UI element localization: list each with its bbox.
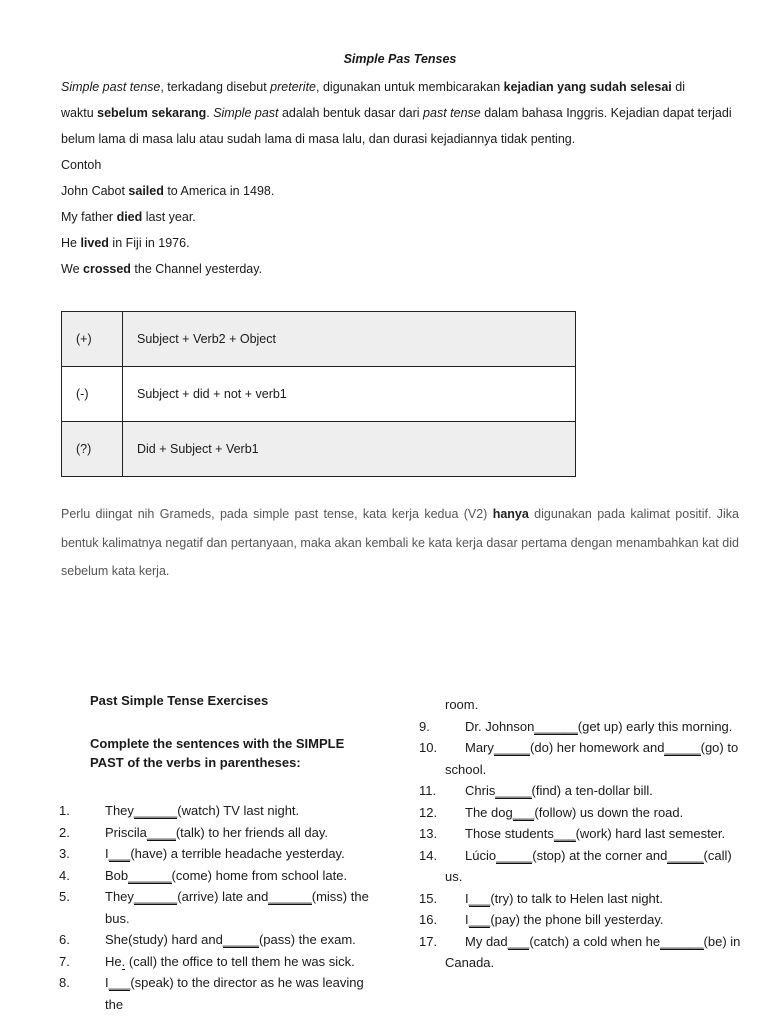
item-text <box>443 780 745 802</box>
item-text-part: (work) hard last semester. <box>575 826 726 841</box>
note-text: Perlu diingat nih Grameds, pada simple past tense, kata kerja kedua (V2) <box>61 507 493 521</box>
item-text <box>83 972 385 1015</box>
item-text-part: (stop) at the corner and <box>532 847 668 863</box>
list-item <box>400 780 745 802</box>
answer-blank: _____ <box>496 847 533 863</box>
item-number <box>400 888 443 910</box>
intro-line-1 <box>61 74 739 100</box>
item-number <box>40 951 83 973</box>
item-number <box>400 716 443 738</box>
item-continuation: room. <box>445 697 479 712</box>
table-row <box>62 367 576 422</box>
item-text <box>83 865 385 887</box>
item-text <box>443 845 745 867</box>
term-simple-past: Simple past <box>213 106 279 120</box>
item-text-part: (come) home from school late. <box>171 867 348 883</box>
answer-blank: ___ <box>108 975 131 990</box>
formula-text: Subject + did + not + verb1 <box>123 367 576 422</box>
item-text-part: (go) to <box>700 740 739 755</box>
note-bold: hanya <box>492 507 529 521</box>
example-sentence: He lived in Fiji in 1976. <box>61 236 190 250</box>
item-text-part: He <box>105 953 122 969</box>
item-number-text: 13. <box>419 826 438 841</box>
item-text-part: (pay) the phone bill yesterday. <box>490 912 664 927</box>
item-text-part: Bob <box>105 867 129 883</box>
exercise-list-left <box>40 800 385 1015</box>
item-text-part: (speak) to the director as he was leaving the <box>105 975 364 1012</box>
item-number-text: 12. <box>419 804 438 820</box>
item-number <box>400 909 443 931</box>
intro-section <box>61 74 739 282</box>
list-item <box>400 802 745 824</box>
item-text <box>443 716 745 738</box>
item-number <box>40 886 83 929</box>
list-item <box>40 865 385 887</box>
item-number <box>400 737 443 759</box>
answer-blank: ___ <box>468 890 491 906</box>
item-number-text: 2. <box>59 824 70 840</box>
formula-text: Did + Subject + Verb1 <box>123 422 576 477</box>
term-simple-past-tense: Simple past tense <box>61 80 161 94</box>
answer-blank: . <box>121 953 126 969</box>
item-text-part: (be) in <box>703 933 741 949</box>
item-number <box>400 845 443 867</box>
item-number-text: 4. <box>59 867 70 883</box>
exercise-list-right <box>400 694 745 974</box>
item-number <box>400 780 443 802</box>
answer-blank: ______ <box>268 889 312 904</box>
item-text-part: My dad <box>465 933 508 949</box>
term-past-tense: past tense <box>423 106 481 120</box>
answer-blank: _____ <box>495 783 532 798</box>
item-text-part: Mary <box>465 740 494 755</box>
answer-blank: ____ <box>146 824 176 840</box>
page-title: Simple Pas Tenses <box>343 52 457 66</box>
item-number <box>40 972 83 1015</box>
list-item <box>40 800 385 822</box>
item-text-part: (try) to talk to Helen last night. <box>490 890 664 906</box>
item-text <box>83 929 385 951</box>
item-text <box>83 886 385 929</box>
intro-text: , digunakan untuk membicarakan <box>316 80 504 94</box>
list-item <box>40 886 385 929</box>
list-item <box>400 845 745 867</box>
item-text-part: She(study) hard and <box>105 932 223 947</box>
item-number <box>400 931 443 953</box>
item-number-text: 15. <box>419 890 438 906</box>
answer-blank: ___ <box>553 826 576 841</box>
item-text-part: Lúcio <box>465 847 497 863</box>
list-item <box>400 909 745 931</box>
item-text-part: They <box>105 803 134 818</box>
answer-blank: ______ <box>660 933 704 949</box>
answer-blank: ______ <box>128 867 172 883</box>
item-number <box>400 802 443 824</box>
item-text <box>83 843 385 865</box>
item-text-part: (pass) the exam. <box>258 932 356 947</box>
intro-line-2 <box>61 100 739 126</box>
intro-line-3: belum lama di masa lalu atau sudah lama di masa lalu, dan durasi kejadiannya tidak penting. <box>61 132 576 146</box>
item-number-text: 6. <box>59 932 70 947</box>
item-text-part: Those students <box>465 826 554 841</box>
item-text <box>83 951 385 973</box>
example-sentence: John Cabot sailed to America in 1498. <box>61 184 275 198</box>
item-number <box>40 865 83 887</box>
item-number-text: 5. <box>59 889 70 904</box>
formula-table <box>61 311 576 477</box>
intro-text: . <box>206 106 214 120</box>
table-row <box>62 312 576 367</box>
item-text-part: Dr. Johnson <box>465 718 535 734</box>
item-text <box>443 737 745 759</box>
item-number-text: 9. <box>419 718 430 734</box>
item-text <box>83 800 385 822</box>
item-text <box>443 802 745 824</box>
item-text-part: (call) the office to tell them he was sick. <box>125 953 355 969</box>
note-text: digunakan pada kalimat positif. Jika bentuk kalimatnya negatif dan pertanyaan, maka akan kembali ke kata kerja dasar pertama dengan menambahkan kat did sebelum kata kerja. <box>61 507 740 578</box>
list-item <box>40 951 385 973</box>
item-text-part: (talk) to her friends all day. <box>175 824 329 840</box>
example-sentence: We crossed the Channel yesterday. <box>61 262 263 276</box>
item-number-text: 16. <box>419 912 438 927</box>
item-text <box>83 822 385 844</box>
item-text-part: (call) <box>703 847 732 863</box>
intro-text: , terkadang disebut <box>160 80 271 94</box>
formula-symbol: (?) <box>62 422 123 477</box>
item-text <box>443 931 745 953</box>
list-item <box>400 888 745 910</box>
answer-blank: _____ <box>222 932 259 947</box>
bold-phrase: sebelum sekarang <box>97 106 207 120</box>
list-item <box>40 843 385 865</box>
answer-blank: ______ <box>133 803 178 818</box>
item-text-part: I <box>465 890 469 906</box>
item-continuation: Canada. <box>445 955 495 970</box>
item-text-part: (watch) TV last night. <box>177 803 300 818</box>
item-number-text: 11. <box>419 783 437 798</box>
table-row <box>62 422 576 477</box>
item-text-part: The dog <box>465 804 513 820</box>
note-paragraph <box>61 500 739 586</box>
example-heading: Contoh <box>61 158 102 172</box>
answer-blank: ___ <box>507 933 530 949</box>
item-text-part: I <box>465 912 469 927</box>
item-text-part: (do) her homework and <box>530 740 665 755</box>
item-number-text: 7. <box>59 953 70 969</box>
answer-blank: ___ <box>108 846 131 861</box>
item-number <box>40 843 83 865</box>
item-text-part: (miss) the bus. <box>105 889 369 926</box>
answer-blank: _____ <box>667 847 704 863</box>
item-text-part: (follow) us down the road. <box>534 804 684 820</box>
item-text-part: (catch) a cold when he <box>529 933 661 949</box>
item-number <box>40 822 83 844</box>
list-item <box>400 716 745 738</box>
list-item <box>400 931 745 953</box>
item-number <box>40 800 83 822</box>
term-preterite: preterite <box>270 80 317 94</box>
exercise-title: Past Simple Tense Exercises <box>90 693 269 708</box>
answer-blank: _____ <box>664 740 701 755</box>
formula-symbol: (+) <box>62 312 123 367</box>
item-number <box>40 929 83 951</box>
intro-text: adalah bentuk dasar dari <box>278 106 424 120</box>
intro-text: waktu <box>61 106 98 120</box>
item-text <box>443 823 745 845</box>
list-item <box>40 972 385 1015</box>
exercise-instruction: Complete the sentences with the SIMPLE PAST of the verbs in parentheses: <box>90 736 345 770</box>
list-item <box>400 737 745 759</box>
item-number-text: 3. <box>59 846 70 861</box>
item-number-text: 1. <box>59 803 70 818</box>
formula-text: Subject + Verb2 + Object <box>123 312 576 367</box>
item-number-text: 17. <box>419 933 438 949</box>
item-number-text: 8. <box>59 975 70 990</box>
item-number <box>400 823 443 845</box>
answer-blank: ______ <box>133 889 178 904</box>
item-text-part: I <box>105 975 109 990</box>
item-text-part: (arrive) late and <box>177 889 269 904</box>
item-text-part: (have) a terrible headache yesterday. <box>130 846 345 861</box>
formula-symbol: (-) <box>62 367 123 422</box>
item-number-text: 14. <box>419 847 438 863</box>
list-item <box>400 823 745 845</box>
item-text <box>443 909 745 931</box>
item-text-part: (get up) early this morning. <box>577 718 733 734</box>
intro-text: dalam bahasa Inggris. Kejadian dapat terjadi <box>480 106 732 120</box>
answer-blank: ___ <box>512 804 535 820</box>
item-continuation: us. <box>445 869 463 884</box>
item-continuation: school. <box>445 761 487 777</box>
item-text-part: I <box>105 846 109 861</box>
intro-text: di <box>671 80 685 94</box>
item-text-part: They <box>105 889 134 904</box>
list-item <box>40 929 385 951</box>
bold-phrase: kejadian yang sudah selesai <box>503 80 672 94</box>
item-text-part: (find) a ten-dollar bill. <box>531 783 653 798</box>
item-number-text: 10. <box>419 740 438 755</box>
answer-blank: _____ <box>493 740 531 755</box>
item-text <box>443 888 745 910</box>
item-text-part: Priscila <box>105 824 147 840</box>
list-item <box>40 822 385 844</box>
item-text-part: Chris <box>465 783 496 798</box>
answer-blank: ___ <box>468 912 491 927</box>
answer-blank: ______ <box>534 718 578 734</box>
example-sentence: My father died last year. <box>61 210 196 224</box>
